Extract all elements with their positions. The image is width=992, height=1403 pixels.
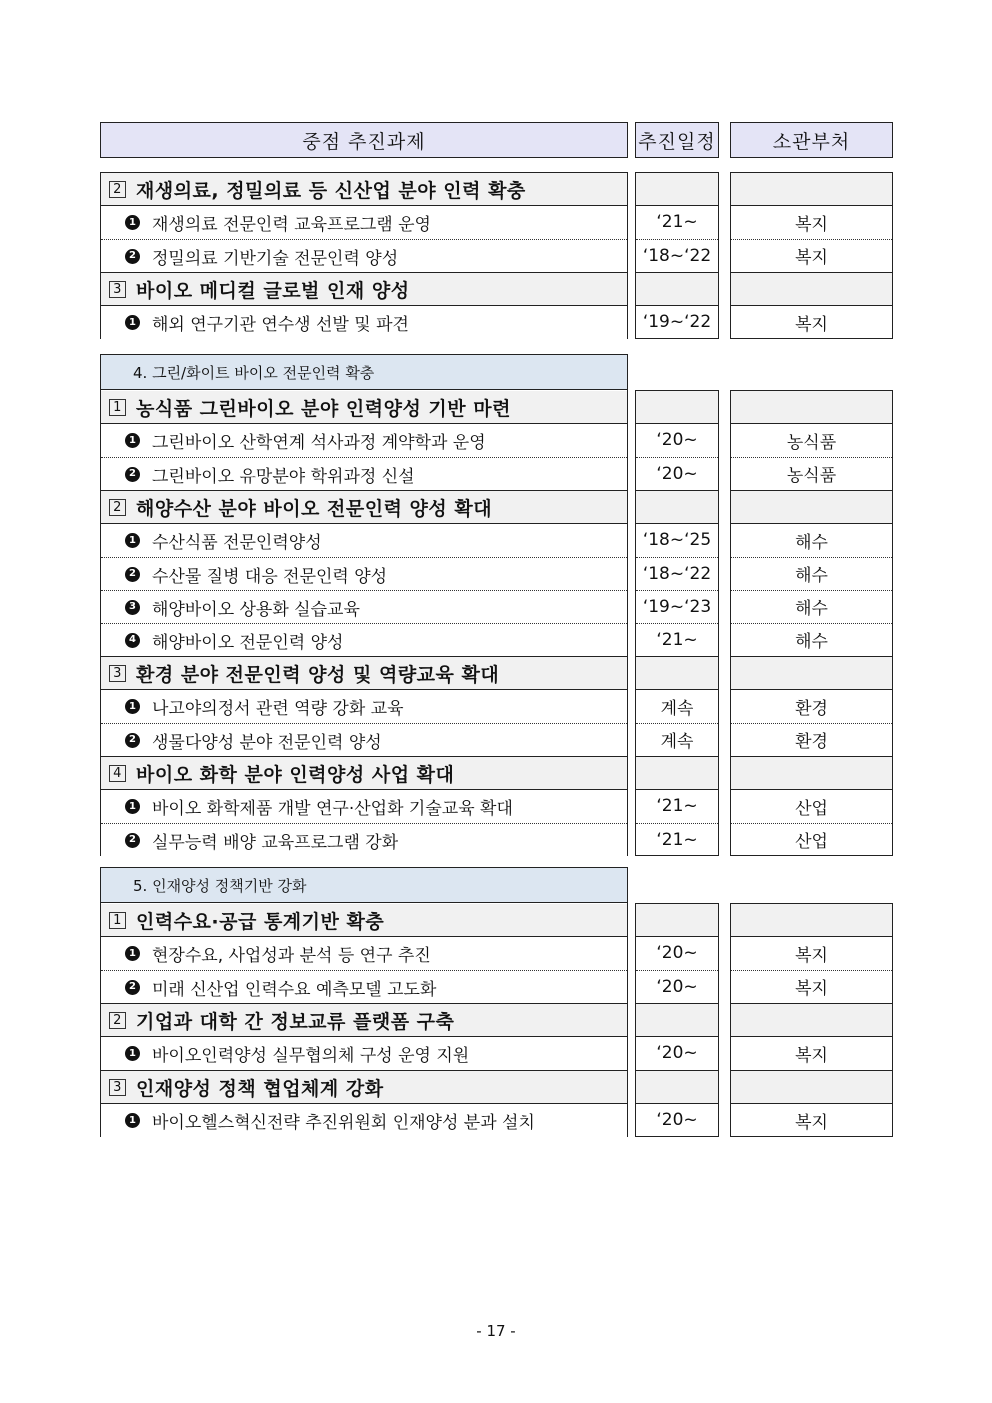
numbered-bullet-icon: 1 [125,215,140,230]
group-dept-blank [731,490,892,524]
item-text: 그린바이오 산학연계 석사과정 계약학과 운영 [152,433,486,453]
item-text: 나고야의정서 관련 역량 강화 교육 [152,699,404,719]
group-number-box: 3 [109,665,126,682]
group-title-row [101,904,627,937]
group-title: 바이오 메디컬 글로벌 인재 양성 [136,279,410,302]
group-title: 기업과 대학 간 정보교류 플랫폼 구축 [136,1010,455,1033]
group-title-row [101,490,627,524]
item-text: 해양바이오 전문인력 양성 [152,632,344,653]
numbered-bullet-icon: 1 [125,946,140,961]
group-number-box: 1 [109,399,126,416]
group-schedule-blank [636,391,718,424]
item-text: 수산식품 전문인력양성 [152,533,322,553]
item-text: 해외 연구기관 연수생 선발 및 파견 [152,315,409,335]
item-schedule: ‘20~ [636,457,718,489]
item-schedule: ‘21~ [636,823,718,855]
item-schedule: ‘18~‘25 [636,524,718,556]
numbered-bullet-icon: 2 [125,567,140,582]
item-schedule: ‘21~ [636,790,718,822]
item-dept: 해수 [731,524,892,556]
item-dept: 복지 [731,1104,892,1136]
group-title: 농식품 그린바이오 분야 인력양성 기반 마련 [136,397,511,420]
item-schedule: ‘20~ [636,424,718,456]
group-title: 환경 분야 전문인력 양성 및 역량교육 확대 [136,663,500,686]
group-dept-blank [731,756,892,790]
numbered-bullet-icon: 2 [125,980,140,995]
group-number-box: 3 [109,281,126,298]
group-schedule-blank [636,656,718,690]
list-item [101,937,627,970]
item-text: 바이오인력양성 실무협의체 구성 운영 지원 [152,1046,470,1066]
list-item [101,823,627,856]
group-number-box: 4 [109,765,126,782]
group-schedule-blank [636,1070,718,1104]
list-item [101,790,627,823]
header-schedule: 추진일정 [635,122,719,158]
list-item [101,970,627,1003]
list-item [101,557,627,590]
group-number-box: 2 [109,499,126,516]
group-title-row [101,1070,627,1104]
group-title-row [101,1003,627,1037]
numbered-bullet-icon: 1 [125,315,140,330]
list-item [101,306,627,339]
item-text: 해양바이오 상용화 실습교육 [152,599,360,620]
group-schedule-blank [636,756,718,790]
group-title: 인재양성 정책 협업체계 강화 [136,1077,384,1100]
group-title: 해양수산 분야 바이오 전문인력 양성 확대 [136,497,493,520]
group-schedule-blank [636,904,718,937]
item-text: 정밀의료 기반기술 전문인력 양성 [152,248,399,269]
item-dept: 복지 [731,239,892,271]
numbered-bullet-icon: 2 [125,833,140,848]
group-dept-blank [731,391,892,424]
item-dept: 환경 [731,723,892,755]
item-dept: 산업 [731,823,892,855]
item-schedule: ‘19~‘22 [636,306,718,338]
group-title-row [101,272,627,306]
item-dept: 복지 [731,970,892,1002]
item-text: 재생의료 전문인력 교육프로그램 운영 [152,215,431,235]
item-text: 바이오헬스혁신전략 추진위원회 인재양성 분과 설치 [152,1113,535,1133]
list-item [101,723,627,756]
group-dept-blank [731,656,892,690]
numbered-bullet-icon: 2 [125,249,140,264]
group-dept-blank [731,1070,892,1104]
item-schedule: 계속 [636,723,718,755]
group-title-row [101,656,627,690]
numbered-bullet-icon: 1 [125,1046,140,1061]
group-dept-blank [731,904,892,937]
item-schedule: ‘20~ [636,937,718,969]
item-dept: 산업 [731,790,892,822]
list-item [101,524,627,557]
group-schedule-blank [636,272,718,306]
numbered-bullet-icon: 1 [125,533,140,548]
item-dept: 농식품 [731,424,892,456]
item-text: 수산물 질병 대응 전문인력 양성 [152,566,388,587]
numbered-bullet-icon: 1 [125,1113,140,1128]
numbered-bullet-icon: 2 [125,733,140,748]
group-number-box: 2 [109,1012,126,1029]
group-number-box: 2 [109,181,126,198]
list-item [101,690,627,723]
group-dept-blank [731,1003,892,1037]
section-title: 4. 그린/화이트 바이오 전문인력 확충 [100,354,628,390]
item-text: 미래 신산업 인력수요 예측모델 고도화 [152,979,437,1000]
numbered-bullet-icon: 1 [125,433,140,448]
item-dept: 해수 [731,557,892,589]
header-dept: 소관부처 [730,122,893,158]
numbered-bullet-icon: 3 [125,600,140,615]
group-title-row [101,756,627,790]
group-schedule-blank [636,490,718,524]
list-item [101,457,627,490]
header-task: 중점 추진과제 [100,122,628,158]
group-title-row [101,173,627,206]
group-title: 인력수요·공급 통계기반 확충 [136,910,385,933]
item-dept: 복지 [731,1037,892,1069]
page-number: - 17 - [476,1322,516,1340]
group-title-row [101,391,627,424]
group-number-box: 3 [109,1079,126,1096]
item-schedule: ‘20~ [636,1037,718,1069]
numbered-bullet-icon: 2 [125,467,140,482]
item-schedule: ‘18~‘22 [636,557,718,589]
item-schedule: ‘20~ [636,1104,718,1136]
numbered-bullet-icon: 1 [125,699,140,714]
list-item [101,1104,627,1137]
list-item [101,239,627,272]
list-item [101,424,627,457]
group-dept-blank [731,173,892,206]
item-schedule: ‘19~‘23 [636,590,718,622]
item-text: 실무능력 배양 교육프로그램 강화 [152,832,399,853]
item-dept: 환경 [731,690,892,722]
item-dept: 해수 [731,590,892,622]
item-dept: 농식품 [731,457,892,489]
item-dept: 복지 [731,206,892,238]
group-title: 재생의료, 정밀의료 등 신산업 분야 인력 확충 [136,179,526,202]
group-title: 바이오 화학 분야 인력양성 사업 확대 [136,763,455,786]
section-title: 5. 인재양성 정책기반 강화 [100,867,628,903]
item-dept: 해수 [731,623,892,655]
item-text: 바이오 화학제품 개발 연구·산업화 기술교육 확대 [152,799,513,819]
group-schedule-blank [636,173,718,206]
item-text: 생물다양성 분야 전문인력 양성 [152,732,382,753]
group-dept-blank [731,272,892,306]
item-dept: 복지 [731,937,892,969]
numbered-bullet-icon: 4 [125,633,140,648]
list-item [101,206,627,239]
group-schedule-blank [636,1003,718,1037]
item-schedule: ‘21~ [636,623,718,655]
item-schedule: ‘18~‘22 [636,239,718,271]
item-text: 그린바이오 유망분야 학위과정 신설 [152,466,415,487]
group-number-box: 1 [109,912,126,929]
numbered-bullet-icon: 1 [125,799,140,814]
item-dept: 복지 [731,306,892,338]
item-text: 현장수요, 사업성과 분석 등 연구 추진 [152,946,431,966]
list-item [101,1037,627,1070]
list-item [101,623,627,656]
item-schedule: ‘21~ [636,206,718,238]
item-schedule: ‘20~ [636,970,718,1002]
item-schedule: 계속 [636,690,718,722]
list-item [101,590,627,623]
